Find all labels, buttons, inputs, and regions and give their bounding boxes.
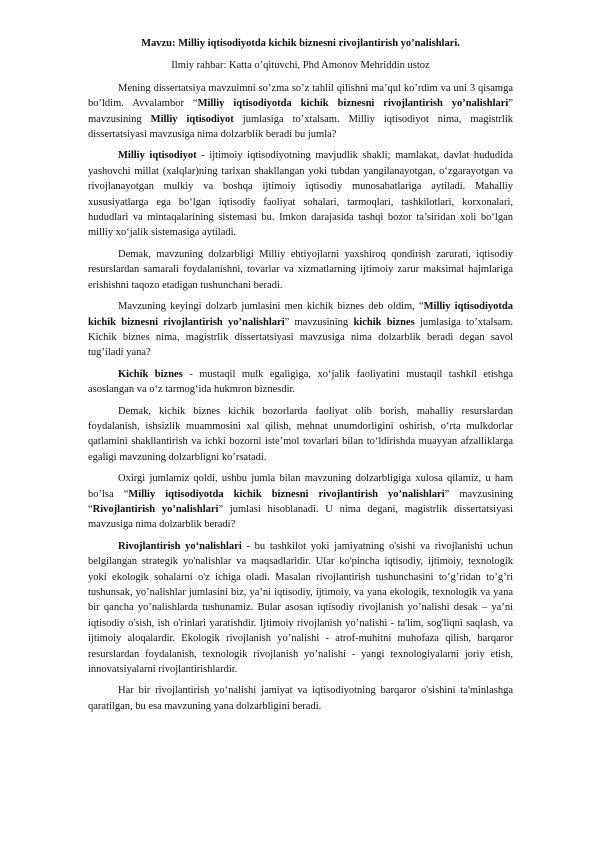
text-span: Oxirgi jumlamiz qoldi, ushbu jumla bilan mavzuning dolzarbligiga xulosa qilamiz, u ham bo’lsa “ bbox=[88, 473, 513, 500]
bold-span: Milliy iqtisodiyotda kichik biznesni rivojlantirish yo’nalishlari bbox=[88, 301, 514, 328]
text-span: ” mavzusining bbox=[284, 316, 354, 328]
paragraph-8 bbox=[88, 539, 513, 678]
paragraph-6: Demak, kichik biznes kichik bozorlarda faoliyat olib borish, mahalliy resurslardan foydalanish, ishsizlik muammosini xal qilish, mehnat unumdorligini oshirish, o‘rta mulkdorlar qatlamini shakllantirish va ichki bozorni iste’mol tovarlari bilan to‘ldirishda muayyan afzalliklarga egaligi mavzuning dolzarbligni ko’rsatadi. bbox=[88, 405, 513, 463]
text-span: ” mavzusining bbox=[88, 98, 513, 125]
document-title: Mavzu: Milliy iqtisodiyotda kichik biznesni rivojlantirish yo’nalishlari. bbox=[141, 38, 460, 49]
paragraph-7 bbox=[88, 471, 513, 533]
paragraph-2 bbox=[88, 148, 513, 240]
text-span: ” jumlasi hisoblanadi. U nima degani, magistrlik dissertatsiyasi mavzusiga nima dolzarblik beradi? bbox=[88, 503, 513, 531]
bold-span: Milliy iqtisodiyot bbox=[150, 113, 234, 125]
paragraph-5 bbox=[88, 367, 513, 398]
text-span: - bu tashkilot yoki jamiyatning o'sishi va rivojlanishi uchun belgilangan strategik yo'nalishlar va maqsadlaridir. Ular ko'pincha iqtisodiy, ijtimoiy, texnologik yoki ekologik sohalarni o'z ichiga oladi. Masalan rivojlantirish tushunchasini to’g’ridan to’g’ri tushunsak, yo’nalishlar jumlasini biz, ya’ni iqtisodiy, ijtimoiy, va yana ekologik, texnologik va yana bir qancha yo’nalishlarda tushunamiz. Bular asosan iqtisodiy rivojlanish yo’nalishi desak – ya’ni iqtisodiy o'sish, ish o'rinlari yaratishdir. Ijtimoiy rivojlanish yo’nalishi - ta'lim, sog'liqni saqlash, va ijtimoiy aloqalardir. Ekologik rivojlanish yo’nalishi - atrof-muhitni muhofaza qilish, barqaror resurslardan foydalanish, texnologik rivojlanish yo’nalishi - yangi texnologiyalarni joriy etish, innovatsiyalarni rivojlantirishlardir. bbox=[88, 540, 513, 676]
bold-span: Milliy iqtisodiyotda kichik biznesni rivojlantirish yo’nalishlari bbox=[197, 98, 509, 110]
text-span: jumlasiga to’xtalsam. Milliy iqtisodiyot nima, magistrlik dissertatsiyasi mavzusiga nima dolzarblik beradi bu jumla? bbox=[88, 113, 513, 141]
text-span: Mavzuning keyingi dolzarb jumlasini men kichik biznes deb oldim, “ bbox=[118, 301, 424, 313]
bold-span: Rivojlantirish yo’nalishlari bbox=[92, 503, 219, 515]
text-span: - mustaqil mulk egaligiga, xo‘jalik faoliyatini mustaqil tashkil etishga asoslangan va o‘z tarmog‘ida hukmron biznesdir. bbox=[88, 368, 513, 396]
paragraph-9: Har bir rivojlantirish yo‘nalishi jamiyat va iqtisodiyotning barqaror o'sishini ta'minlashga qaratilgan, bu esa mavzuning yana dolzarbligini beradi. bbox=[88, 685, 513, 712]
text-span: Mening dissertatsiya mavzuimni so’zma so’z tahlil qilishni ma’qul ko’rdim va uni 3 qisamga bo’ldim. Avvalambor “ bbox=[88, 82, 513, 110]
paragraph-3: Demak, mavzuning dolzarbligi Milliy ehtiyojlarni yaxshiroq qondirish zarurati, iqtisodiy resurslardan samarali foydalanishni, tovarlar va xizmatlarning ijtimoiy zarur maksimal hajmlariga erishishni taqozo etadigan tushunchani beradi. bbox=[88, 248, 513, 291]
bold-span: Milliy iqtisodiyotda kichik biznesni rivojlantirish yo’nalishlari bbox=[128, 488, 445, 500]
paragraph-1 bbox=[88, 81, 513, 143]
bold-span: Milliy iqtisodiyot bbox=[118, 150, 197, 162]
text-span: jumlasiga to’xtalsam. Kichik biznes nima, magistrlik dissertatsiyasi mavzusiga nima dolzarblik beradi degan savol tug’iladi yana? bbox=[88, 316, 513, 359]
paragraph-4 bbox=[88, 299, 513, 361]
text-span: - ijtimoiy iqtisodiyotning mavjudlik shakli; mamlakat, davlat hududida yashovchi millat (xalqlar)ning tarixan shakllangan yoki tubdan yangilanayotgan, o‘zgarayotgan va rivojlanayotgan mulkiy va boshqa ijtimoiy iqtisodiy munosabatlariga aytiladi. Mahalliy xususiyatlarga ega bo‘lgan iqtisodiy faoliyat sohalari, tarmoqlari, tashkilotlari, korxonalari, hududlari va mintaqalarining sistemasi bu. Imkon darajasida tashqi bozor ta’siridan xoli bo‘lgan milliy xo‘jalik sistemasiga aytiladi. bbox=[88, 150, 513, 239]
bold-span: Kichik biznes bbox=[118, 368, 183, 380]
bold-span: kichik biznes bbox=[353, 316, 415, 328]
supervisor-line: Ilmiy rahbar: Katta o’qituvchi, Phd Amonov Mehriddin ustoz bbox=[171, 60, 430, 72]
document-page bbox=[88, 36, 513, 720]
bold-span: Rivojlantirish yo‘nalishlari bbox=[118, 540, 242, 552]
text-span: ” mavzusining “ bbox=[88, 488, 514, 515]
